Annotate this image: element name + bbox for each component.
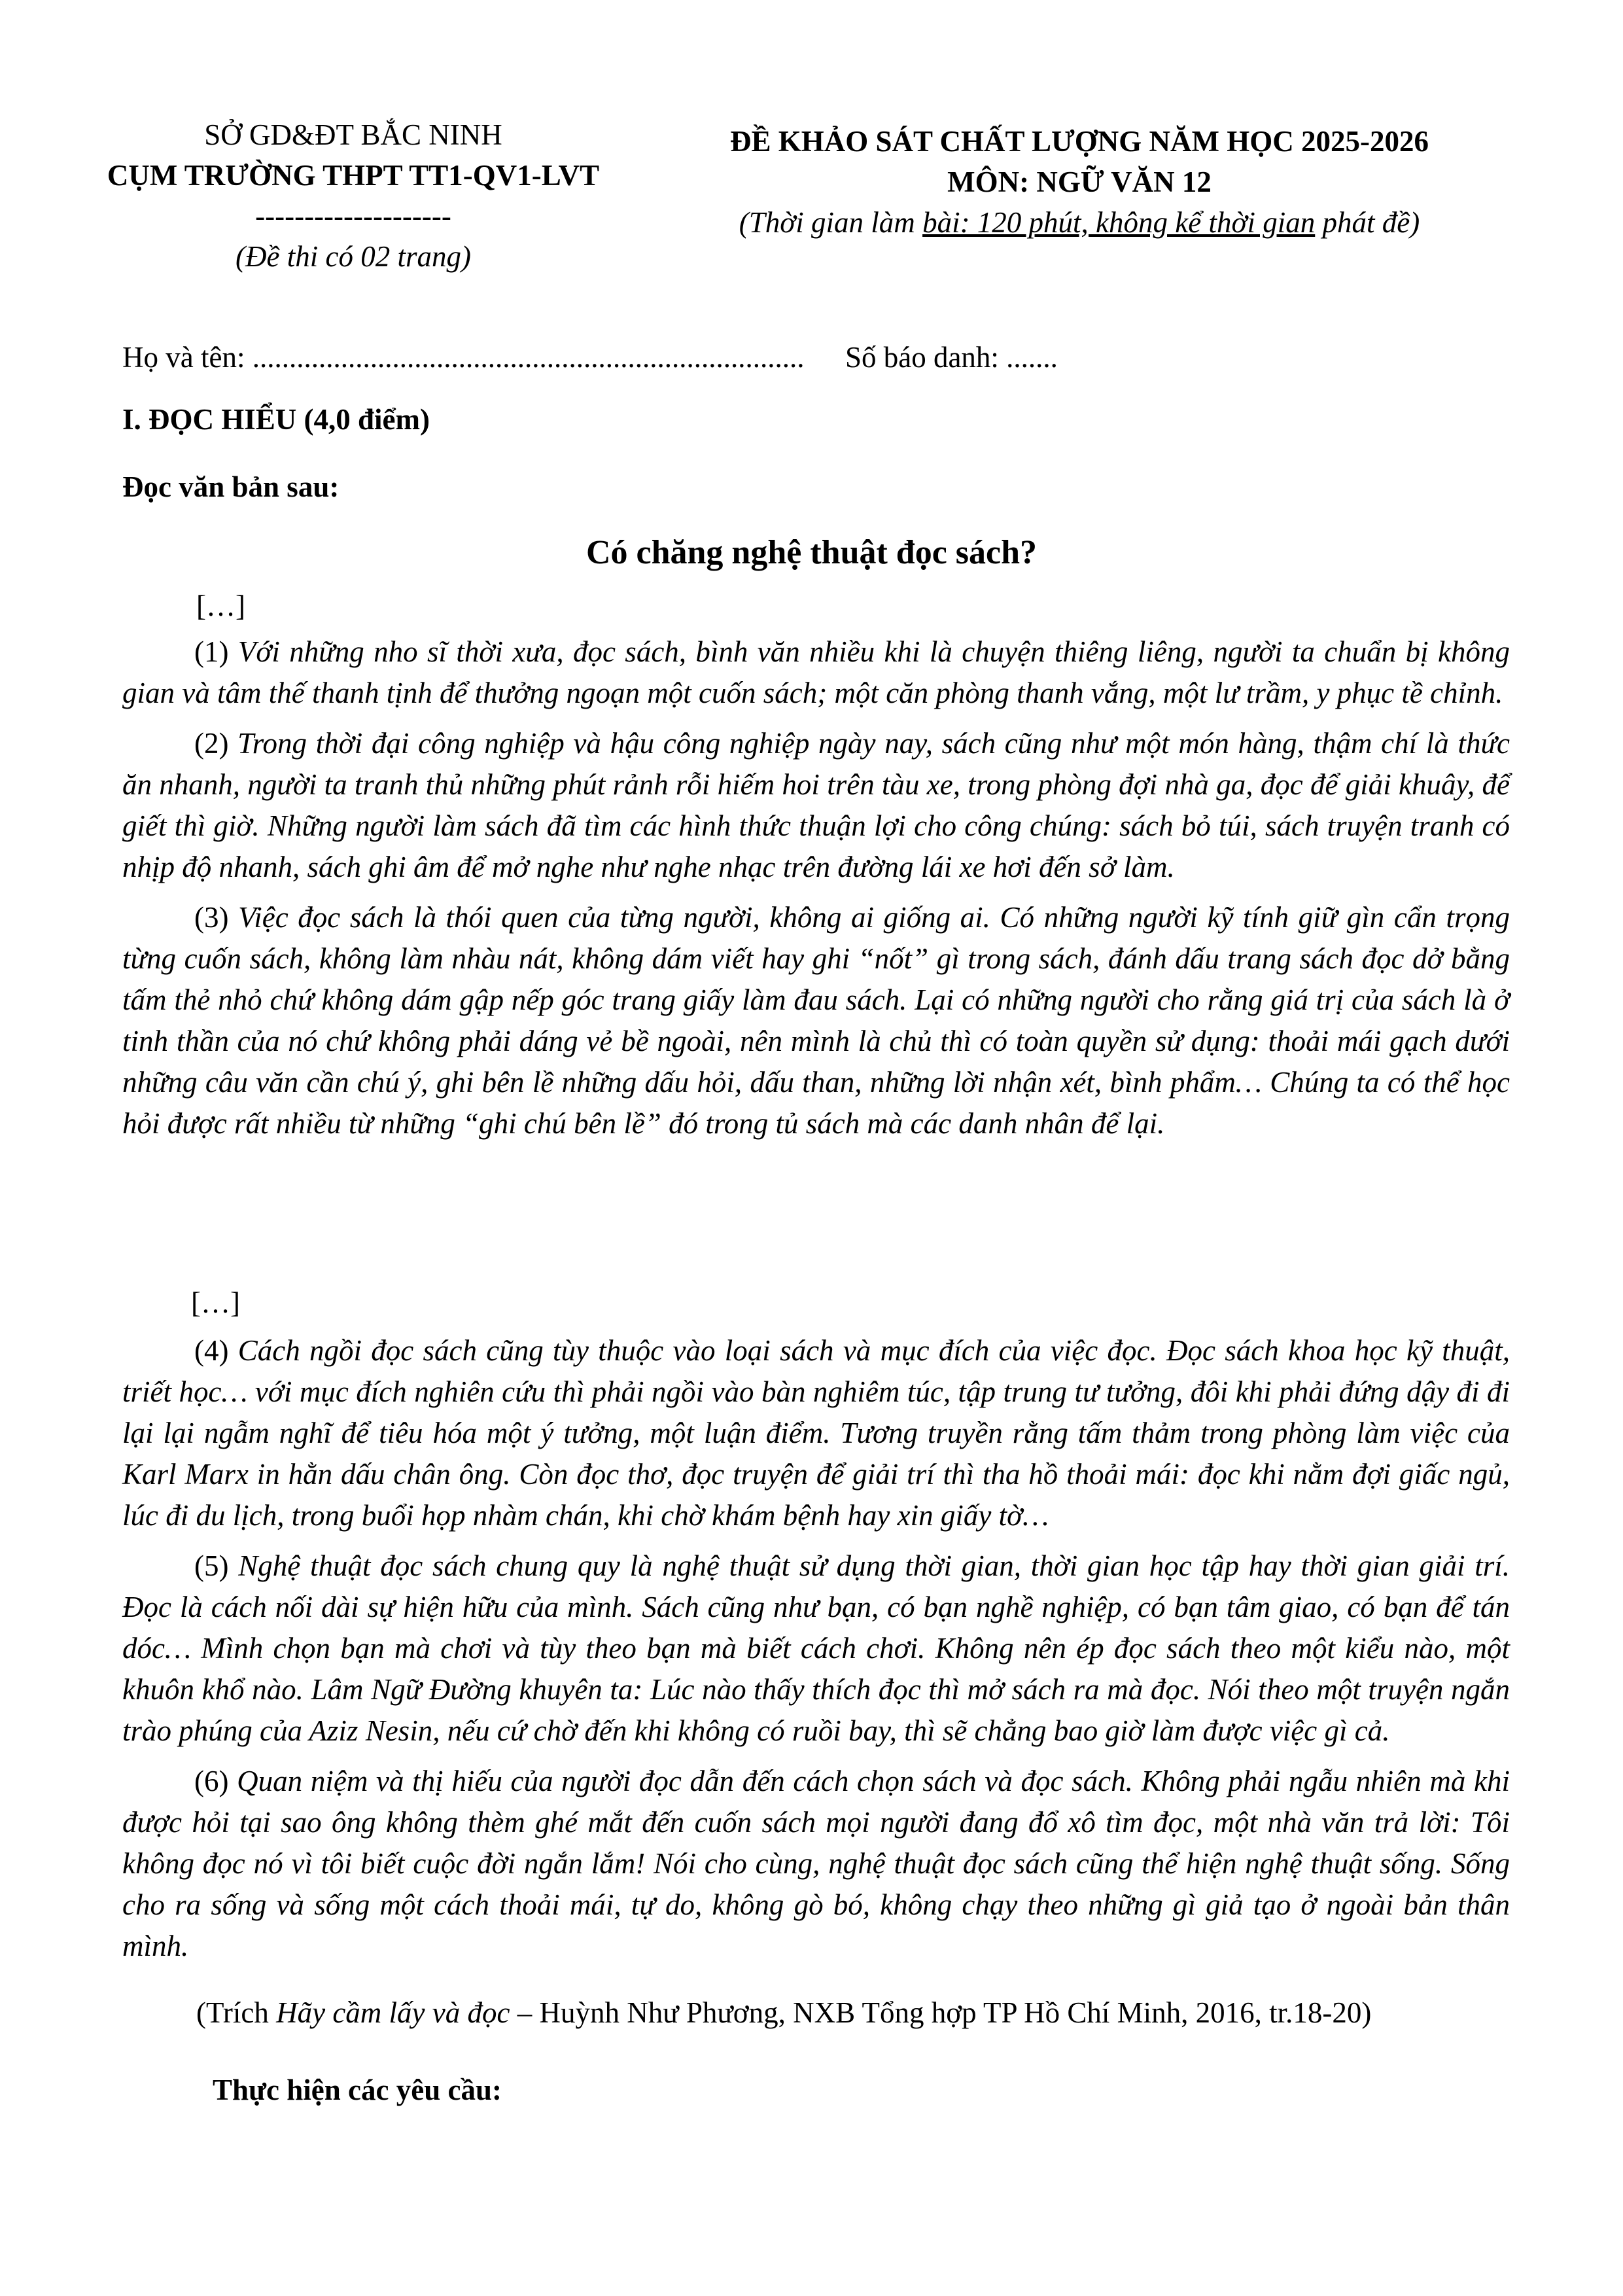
exam-time: (Thời gian làm bài: 120 phút, không kể thời gian phát đề) [739,206,1420,239]
exam-subject: MÔN: NGỮ VĂN 12 [947,166,1212,198]
header-left [98,115,608,277]
candidate-name-field: Họ và tên: ........................................................................... [122,341,805,374]
task-heading: Thực hiện các yêu cầu: [213,2074,502,2106]
header-separator: -------------------- [255,200,451,232]
paragraph: (1) Với những nho sĩ thời xưa, đọc sách, bình văn nhiều khi là chuyện thiêng liêng, người ta chuẩn bị không gian và tâm thế thanh tịnh để thưởng ngoạn một cuốn sách; một căn phòng thanh vắng, một lư trầm, y phục tề chỉnh. [122,635,1510,709]
passage-part-1 [122,631,1510,1154]
exam-title: ĐỀ KHẢO SÁT CHẤT LƯỢNG NĂM HỌC 2025-2026 [730,125,1429,158]
department-name: SỞ GD&ĐT BẮC NINH [204,118,502,151]
candidate-line [122,340,1058,374]
source-citation: (Trích Hãy cầm lấy và đọc – Huỳnh Như Phương, NXB Tổng hợp TP Hồ Chí Minh, 2016, tr.18-20) [196,1996,1372,2029]
header-right [648,121,1511,243]
paragraph: (2) Trong thời đại công nghiệp và hậu công nghiệp ngày nay, sách cũng như một món hàng, thậm chí là thức ăn nhanh, người ta tranh thủ những phút rảnh rỗi hiếm hoi trên tàu xe, trong phòng đợi nhà ga, đọc để giải khuây, để giết thì giờ. Những người làm sách đã tìm các hình thức thuận lợi cho công chúng: sách bỏ túi, sách truyện tranh có nhịp độ nhanh, sách ghi âm để mở nghe như nghe nhạc trên đường lái xe hơi đến sở làm. [122,727,1510,883]
ellipsis-middle: […] [191,1286,240,1319]
school-cluster-name: CỤM TRƯỜNG THPT TT1-QV1-LVT [107,159,600,192]
passage-part-2 [122,1330,1510,1976]
candidate-id-field: Số báo danh: ....... [845,341,1058,374]
page-count-note: (Đề thi có 02 trang) [236,240,471,273]
section-heading: I. ĐỌC HIỂU (4,0 điểm) [122,403,430,436]
passage-title: Có chăng nghệ thuật đọc sách? [585,534,1038,571]
ellipsis-top: […] [196,590,245,622]
paragraph: (5) Nghệ thuật đọc sách chung quy là nghệ thuật sử dụng thời gian, thời gian học tập hay thời gian giải trí. Đọc là cách nối dài sự hiện hữu của mình. Sách cũng như bạn, có bạn nghề nghiệp, có bạn tâm giao, có bạn để tán dóc… Mình chọn bạn mà chơi và tùy theo bạn mà biết cách chơi. Không nên ép đọc sách theo một kiểu nào, một khuôn khổ nào. Lâm Ngữ Đường khuyên ta: Lúc nào thấy thích đọc thì mở sách ra mà đọc. Nói theo một truyện ngắn trào phúng của Aziz Nesin, nếu cứ chờ đến khi không có ruồi bay, thì sẽ chẳng bao giờ làm được việc gì cả. [122,1549,1510,1747]
paragraph: (6) Quan niệm và thị hiếu của người đọc dẫn đến cách chọn sách và đọc sách. Không phải ngẫu nhiên mà khi được hỏi tại sao ông không thèm ghé mắt đến cuốn sách mọi người đang đổ xô tìm đọc, một nhà văn trả lời: Tôi không đọc nó vì tôi biết cuộc đời ngắn lắm! Nói cho cùng, nghệ thuật đọc sách cũng thể hiện nghệ thuật sống. Sống cho ra sống và sống một cách thoải mái, tự do, không gò bó, không chạy theo những gì giả tạo ở ngoài bản thân mình. [122,1765,1510,1962]
paragraph: (4) Cách ngồi đọc sách cũng tùy thuộc vào loại sách và mục đích của việc đọc. Đọc sách khoa học kỹ thuật, triết học… với mục đích nghiên cứu thì phải ngồi vào bàn nghiêm túc, tập trung tư tưởng, đôi khi phải đứng dậy đi đi lại lại ngẫm nghĩ để tiêu hóa một ý tưởng, một luận điểm. Tương truyền rằng tấm thảm trong phòng làm việc của Karl Marx in hằn dấu chân ông. Còn đọc thơ, đọc truyện để giải trí thì tha hồ thoải mái: đọc khi nằm đợi giấc ngủ, lúc đi du lịch, trong buổi họp nhàm chán, khi chờ khám bệnh hay xin giấy tờ… [122,1334,1510,1532]
reading-instruction: Đọc văn bản sau: [122,470,340,503]
paragraph: (3) Việc đọc sách là thói quen của từng người, không ai giống ai. Có những người kỹ tính giữ gìn cẩn trọng từng cuốn sách, không làm nhàu nát, không dám viết hay ghi “nốt” gì trong sách, đánh dấu trang sách đọc dở bằng tấm thẻ nhỏ chứ không dám gập nếp góc trang giấy làm đau sách. Lại có những người cho rằng giá trị của sách là ở tinh thần của nó chứ không phải dáng vẻ bề ngoài, nên mình là chủ thì có toàn quyền sử dụng: thoải mái gạch dưới những câu văn cần chú ý, ghi bên lề những dấu hỏi, dấu than, những lời nhận xét, bình phẩm… Chúng ta có thể học hỏi được rất nhiều từ những “ghi chú bên lề” đó trong tủ sách mà các danh nhân để lại. [122,901,1510,1140]
